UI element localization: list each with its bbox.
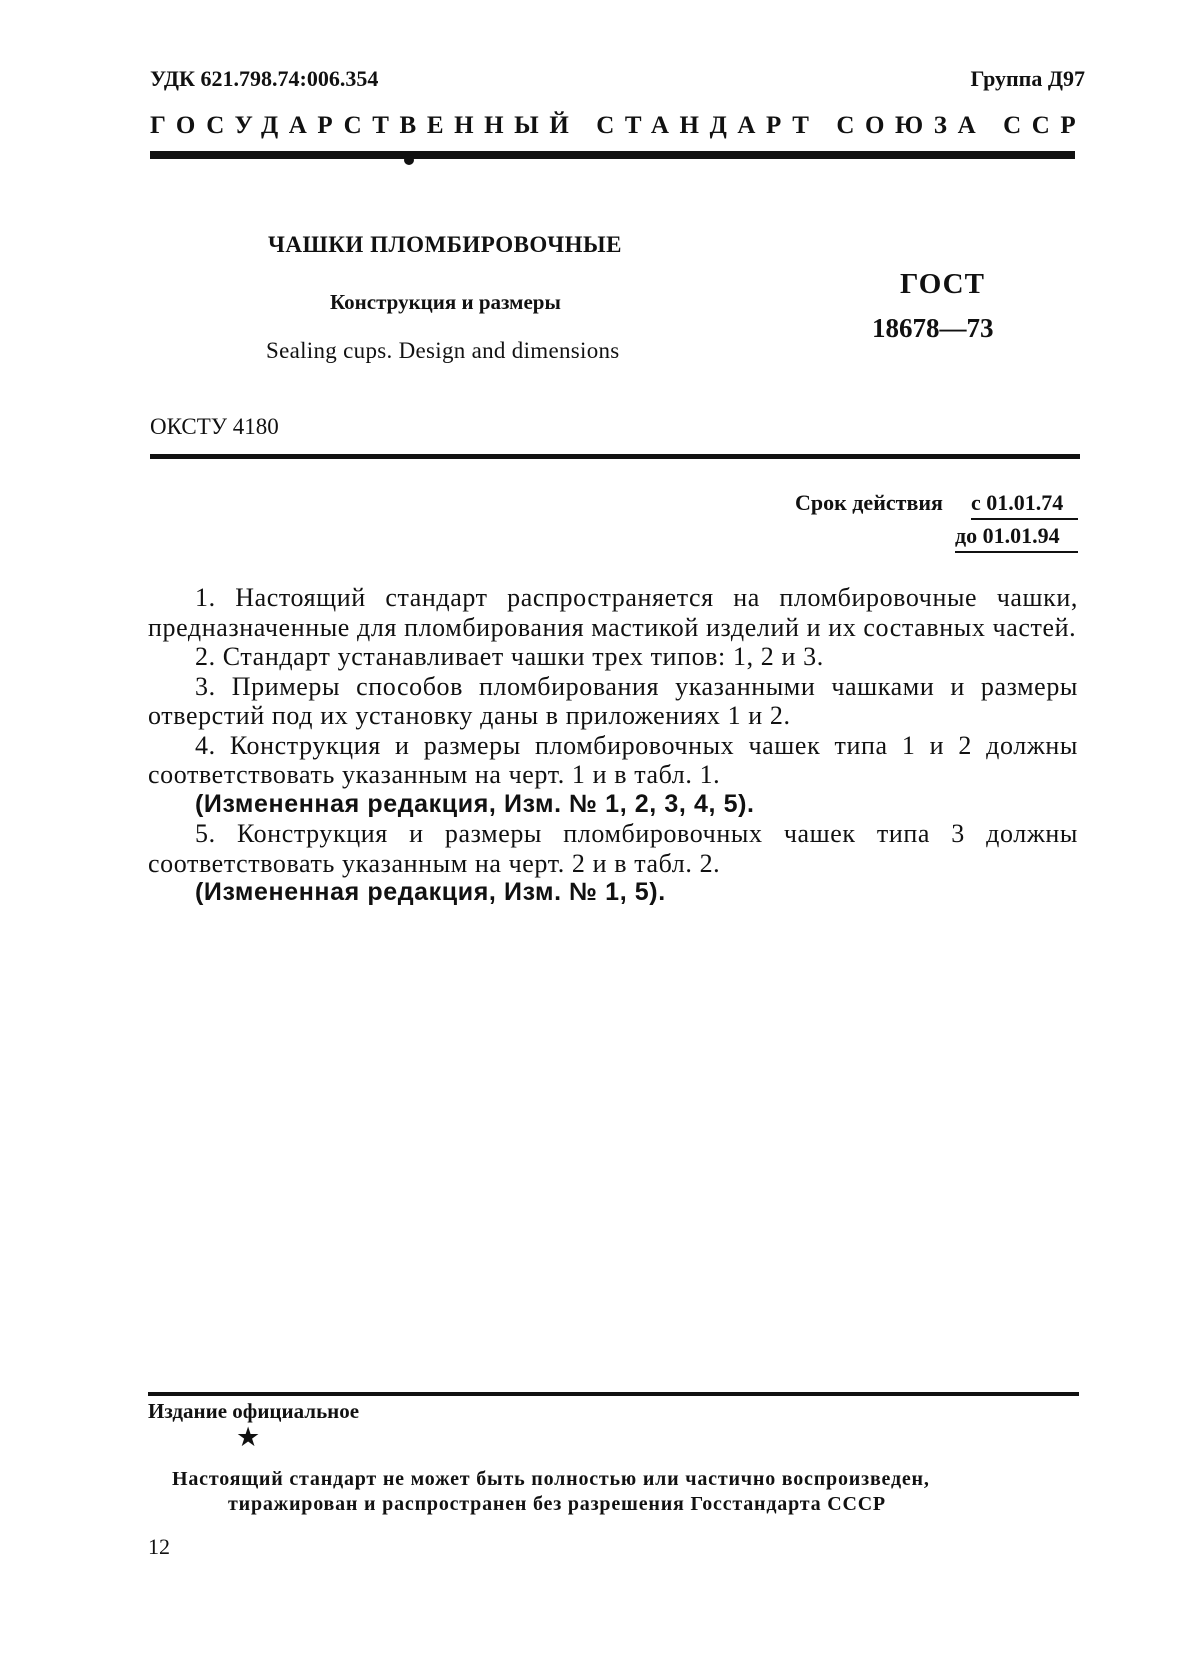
clause-1: 1. Настоящий стандарт распространяется на пломбировочные чашки, предназначенные для пломбирования мастикой изделий и их составных частей. bbox=[148, 583, 1078, 642]
validity-label: Срок действия bbox=[795, 490, 943, 515]
clause-5-edition-note: (Измененная редакция, Изм. № 1, 5). bbox=[195, 878, 666, 906]
section-rule bbox=[150, 454, 1080, 459]
clause-2: 2. Стандарт устанавливает чашки трех типов: 1, 2 и 3. bbox=[195, 642, 824, 671]
clause-5: 5. Конструкция и размеры пломбировочных чашек типа 3 должны соответствовать указанным на черт. 2 и в табл. 2. bbox=[148, 819, 1078, 878]
validity-to-underline bbox=[955, 551, 1078, 553]
star-icon: ★ bbox=[236, 1422, 261, 1452]
body-text bbox=[148, 583, 1078, 908]
copyright-notice-line-2: тиражирован и распространен без разрешения Госстандарта СССР bbox=[228, 1493, 886, 1515]
udk-code: УДК 621.798.74:006.354 bbox=[150, 66, 379, 91]
gost-label: ГОСТ bbox=[900, 268, 985, 300]
document-subtitle: Конструкция и размеры bbox=[330, 290, 561, 314]
header-rule-notch bbox=[404, 155, 414, 165]
okstu-code: ОКСТУ 4180 bbox=[150, 414, 279, 439]
validity-from: с 01.01.74 bbox=[971, 490, 1064, 515]
document-title: ЧАШКИ ПЛОМБИРОВОЧНЫЕ bbox=[268, 232, 622, 257]
page-number: 12 bbox=[148, 1534, 170, 1559]
clause-3: 3. Примеры способов пломбирования указанными чашками и размеры отверстий под их установку даны в приложениях 1 и 2. bbox=[148, 671, 1078, 730]
validity-to: до 01.01.94 bbox=[955, 523, 1060, 548]
footer-rule bbox=[148, 1392, 1079, 1396]
clause-4-edition-note: (Измененная редакция, Изм. № 1, 2, 3, 4, 5). bbox=[195, 789, 755, 818]
official-edition-label: Издание официальное bbox=[148, 1399, 360, 1423]
gost-number: 18678—73 bbox=[872, 313, 994, 343]
group-code: Группа Д97 bbox=[970, 66, 1085, 91]
clause-4: 4. Конструкция и размеры пломбировочных чашек типа 1 и 2 должны соответствовать указанным на черт. 1 и в табл. 1. bbox=[148, 730, 1078, 789]
validity-from-underline bbox=[971, 518, 1078, 520]
copyright-notice-line-1: Настоящий стандарт не может быть полностью или частично воспроизведен, bbox=[172, 1468, 930, 1490]
header-rule bbox=[150, 151, 1075, 159]
document-english-title: Sealing cups. Design and dimensions bbox=[266, 338, 620, 363]
state-standard-heading: ГОСУДАРСТВЕННЫЙ СТАНДАРТ СОЮЗА ССР bbox=[150, 112, 1087, 139]
